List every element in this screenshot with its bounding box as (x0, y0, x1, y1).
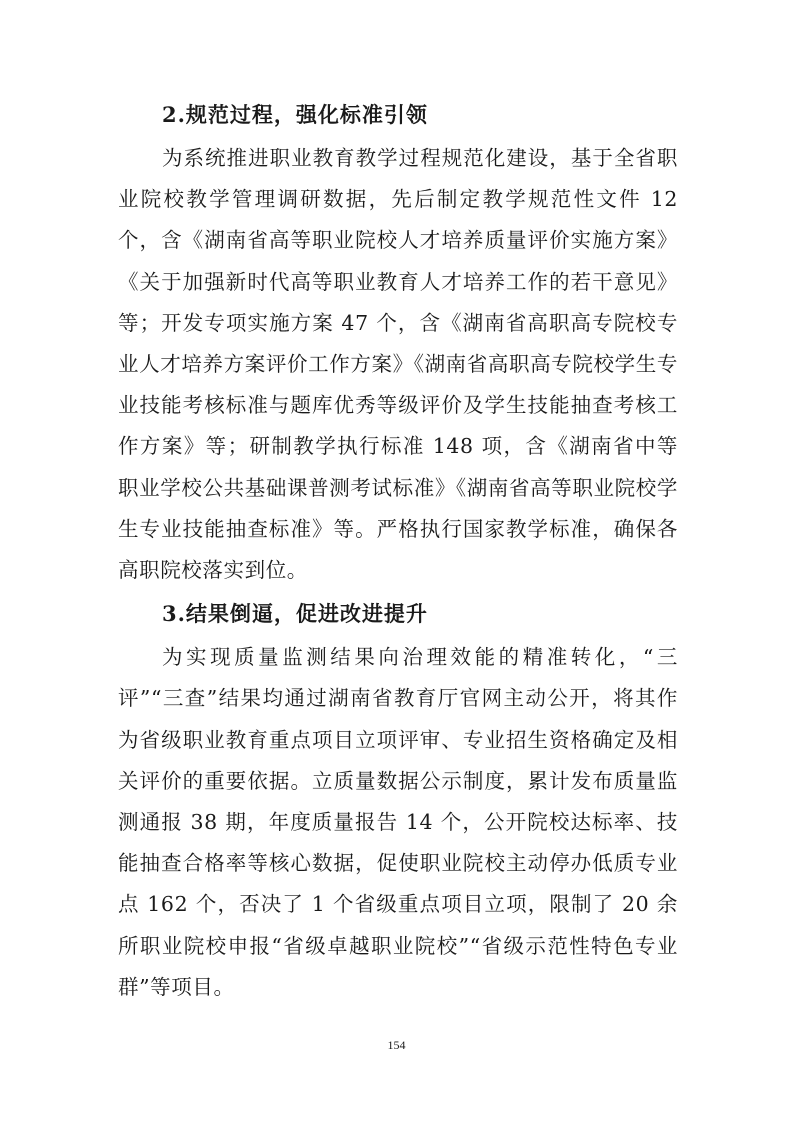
document-page (118, 92, 678, 1008)
section-paragraph-2: 为系统推进职业教育教学过程规范化建设，基于全省职业院校教学管理调研数据，先后制定教学规范性文件 12 个，含《湖南省高等职业院校人才培养质量评价实施方案》《关于加强新时代高等职业教育人才培养工作的若干意见》等；开发专项实施方案 47 个，含《湖南省高职高专院校专业人才培养方案评价工作方案》《湖南省高职高专院校学生专业技能考核标准与题库优秀等级评价及学生技能抽查考核工作方案》等；研制教学执行标准 148 项，含《湖南省中等职业学校公共基础课普测考试标准》《湖南省高等职业院校学生专业技能抽查标准》等。严格执行国家教学标准，确保各高职院校落实到位。 (118, 146, 678, 583)
section-heading-3: 3.结果倒逼，促进改进提升 (162, 601, 428, 627)
section-paragraph-3: 为实现质量监测结果向治理效能的精准转化，“三评”“三查”结果均通过湖南省教育厅官网主动公开，将其作为省级职业教育重点项目立项评审、专业招生资格确定及相关评价的重要依据。立质量数据公示制度，累计发布质量监测通报 38 期，年度质量报告 14 个，公开院校达标率、技能抽查合格率等核心数据，促使职业院校主动停办低质专业点 162 个，否决了 1 个省级重点项目立项，限制了 20 余所职业院校申报“省级卓越职业院校”“省级示范性特色专业群”等项目。 (118, 645, 678, 999)
section-heading-2: 2.规范过程，强化标准引领 (162, 102, 428, 127)
page-number: 154 (387, 1038, 406, 1052)
